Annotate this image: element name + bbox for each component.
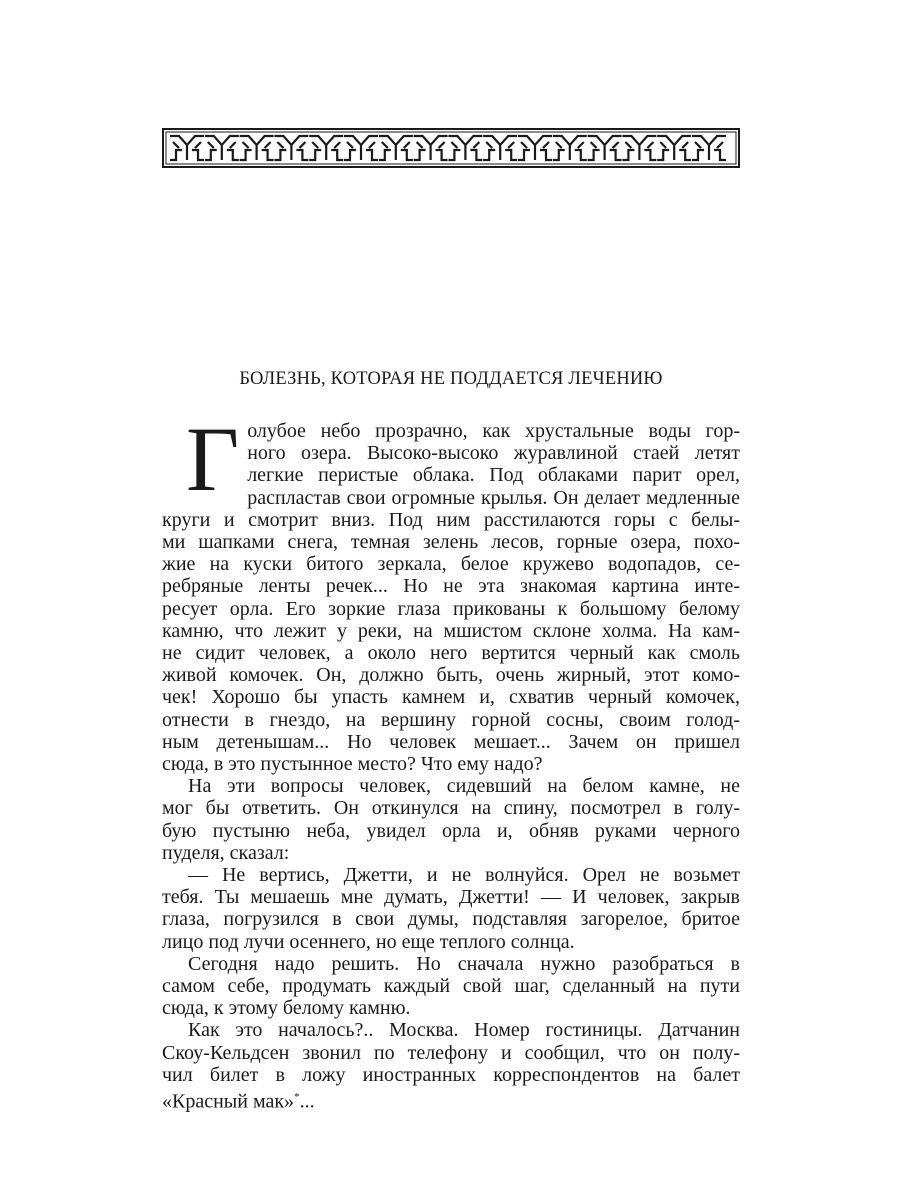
ornament-motif xyxy=(622,136,656,160)
text-line: жие на куски битого зеркала, белое кружево водопадов, се- xyxy=(162,553,740,576)
ornament-motif xyxy=(414,136,448,160)
ornament-motif xyxy=(692,136,726,160)
ornament-motif xyxy=(309,136,343,160)
ornament-motif xyxy=(657,136,691,160)
text-line: самом себе, продумать каждый свой шаг, сделанный на пути xyxy=(162,975,740,998)
text-line: чек! Хорошо бы упасть камнем и, схватив черный комочек, xyxy=(162,686,740,709)
footnote-marker: * xyxy=(294,1091,300,1104)
paragraph-5 xyxy=(162,1019,740,1112)
ornament-motif xyxy=(274,136,308,160)
ornament-motif xyxy=(553,136,587,160)
chapter-body xyxy=(162,408,740,1113)
ornament-motif xyxy=(205,136,239,160)
text-line: ребряные ленты речек... Но не эта знакомая картина инте- xyxy=(162,575,740,598)
text-line: камню, что лежит у реки, на мшистом склоне холма. На кам- xyxy=(162,619,740,642)
text-line: лицо под лучи осеннего, но еще теплого солнца. xyxy=(162,930,575,953)
text-line: пуделя, сказал: xyxy=(162,841,290,864)
text-line: не сидит человек, а около него вертится черный как смоль xyxy=(162,642,740,665)
text-line: сюда, к этому белому камню. xyxy=(162,997,411,1020)
text-line: ного озера. Высоко-высоко журавлиной стаей летят xyxy=(247,442,740,465)
ornament-motif xyxy=(344,136,378,160)
text-line: ным детенышам... Но человек мешает... Зачем он пришел xyxy=(162,730,740,753)
ornament-motif xyxy=(379,136,413,160)
text-line: глаза, погрузился в свои думы, подставляя загорелое, бритое xyxy=(162,908,740,931)
text-line: олубое небо прозрачно, как хрустальные воды гор- xyxy=(247,420,740,442)
text-line: чил билет в ложу иностранных корреспондентов на балет xyxy=(162,1063,740,1086)
ornament-motif xyxy=(483,136,517,160)
text-line: — Не вертись, Джетти, и не волнуйся. Орел не возьмет xyxy=(188,864,740,887)
decorative-ornament-band xyxy=(162,128,740,168)
ornament-motif xyxy=(170,136,204,160)
text-line: Скоу-Кельдсен звонил по телефону и сообщил, что он полу- xyxy=(162,1041,740,1064)
text-line: Как это началось?.. Москва. Номер гостиницы. Датчанин xyxy=(188,1019,740,1042)
text-line: тебя. Ты мешаешь мне думать, Джетти! — И человек, закрыв xyxy=(162,886,740,909)
text-line: мог бы ответить. Он откинулся на спину, посмотрел в голу- xyxy=(162,797,740,820)
paragraph-3 xyxy=(162,864,740,953)
paragraph-2 xyxy=(162,775,740,864)
text-line: Сегодня надо решить. Но сначала нужно разобраться в xyxy=(188,952,740,975)
text-line: распластав свои огромные крылья. Он делает медленные xyxy=(247,486,740,509)
text-line: ми шапками снега, темная зелень лесов, горные озера, похо- xyxy=(162,531,740,554)
paragraph-4 xyxy=(162,953,740,1020)
text-line: бую пустыню неба, увидел орла и, обняв руками черного xyxy=(162,819,740,842)
text-line: круги и смотрит вниз. Под ним расстилаются горы с белы- xyxy=(162,508,740,531)
ornament-motif xyxy=(588,136,622,160)
text-line-last xyxy=(162,1086,740,1113)
paragraph-1 xyxy=(162,408,740,776)
text-line: ресует орла. Его зоркие глаза прикованы к большому белому xyxy=(162,597,740,620)
text-line: отнести в гнездо, на вершину горной сосны, своим голод- xyxy=(162,708,740,731)
chapter-title: БОЛЕЗНЬ, КОТОРАЯ НЕ ПОДДАЕТСЯ ЛЕЧЕНИЮ xyxy=(239,369,663,389)
text-line: живой комочек. Он, должно быть, очень жирный, этот комо- xyxy=(162,664,740,687)
text-line: сюда, в это пустынное место? Что ему надо? xyxy=(162,753,543,776)
ornament-motif xyxy=(518,136,552,160)
text-fragment: «Красный мак» xyxy=(162,1090,295,1113)
ornament-motif xyxy=(448,136,482,160)
ellipsis: ... xyxy=(299,1090,315,1113)
text-line: легкие перистые облака. Под облаками парит орел, xyxy=(247,464,740,487)
drop-cap: Г xyxy=(186,408,240,510)
ornament-motif xyxy=(240,136,274,160)
text-line: На эти вопросы человек, сидевший на белом камне, не xyxy=(188,775,740,798)
